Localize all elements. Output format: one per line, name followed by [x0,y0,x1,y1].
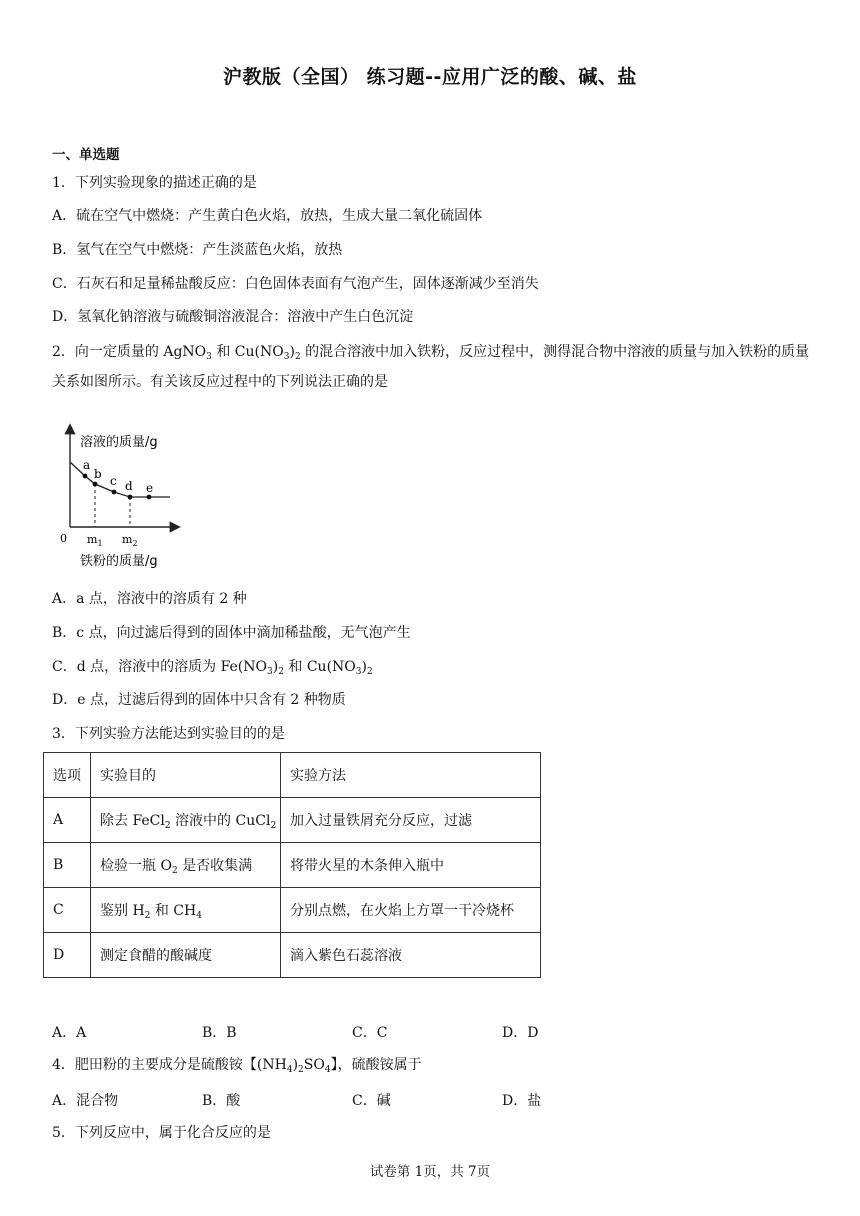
table-row [44,888,541,933]
q3-stem: 3．下列实验方法能达到实验目的的是 [52,726,285,742]
q1-option-b: B．氢气在空气中燃烧：产生淡蓝色火焰，放热 [52,242,343,258]
header-option: 选项 [44,753,91,798]
table-row [44,933,541,978]
row-option: C [44,888,91,933]
label-d: d [125,479,133,493]
q2-mass-chart [52,422,212,572]
q2-stem: 2．向一定质量的 AgNO$_3$ 和 $Cu(NO_3)_2$ 的混合溶液中加入铁粉，反应过程中，测得混合物中溶液的质量与加入铁粉的质量关系如图所示。有关该反应过程中的下列说法正确的是 [52,344,810,390]
x-axis-label: 铁粉的质量/g [80,554,158,569]
section-heading: 一、单选题 [52,147,120,163]
label-b: b [94,467,102,481]
page-title: 沪教版（全国） 练习题--应用广泛的酸、碱、盐 [223,66,637,88]
q1-option-d: D．氢氧化钠溶液与硫酸铜溶液混合：溶液中产生白色沉淀 [52,309,414,325]
m1-label: $m_1$ [87,533,103,548]
header-goal: 实验目的 [91,753,281,798]
q2-option-b: B．c 点，向过滤后得到的固体中滴加稀盐酸，无气泡产生 [52,625,411,641]
row-goal: 检验一瓶 $O_2$ 是否收集满 [91,843,281,888]
y-axis-label: 溶液的质量/g [80,435,158,450]
row-method: 将带火星的木条伸入瓶中 [281,843,541,888]
row-method: 加入过量铁屑充分反应，过滤 [281,798,541,843]
q4-stem: 4．肥田粉的主要成分是硫酸铵【$(NH_4)_2SO_4$】，硫酸铵属于 [52,1057,422,1075]
row-method: 滴入紫色石蕊溶液 [281,933,541,978]
row-goal: 测定食醋的酸碱度 [91,933,281,978]
q3-answer-c: C．C [352,1025,388,1041]
row-goal: 鉴别 $H_2$ 和 $CH_4$ [91,888,281,933]
q1-option-a: A．硫在空气中燃烧：产生黄白色火焰，放热，生成大量二氧化硫固体 [52,208,483,224]
q4-answer-d: D．盐 [502,1093,542,1109]
row-option: A [44,798,91,843]
q1-stem: 1．下列实验现象的描述正确的是 [52,175,257,191]
header-method: 实验方法 [281,753,541,798]
table-row [44,843,541,888]
q2-option-d: D．e 点，过滤后得到的固体中只含有 2 种物质 [52,692,346,708]
row-goal: 除去 FeCl$_2$ 溶液中的 CuCl$_2$ [91,798,281,843]
m2-label: $m_2$ [122,533,138,548]
q2-option-c: C．d 点，溶液中的溶质为 $Fe(NO_3)_2$ 和 $Cu(NO_3)_2$ [52,659,373,677]
point-c [112,490,117,495]
q1-option-c: C．石灰石和足量稀盐酸反应：白色固体表面有气泡产生，固体逐渐减少至消失 [52,276,539,292]
q5-stem: 5．下列反应中，属于化合反应的是 [52,1125,271,1141]
point-e [147,495,152,500]
table-header-row [44,753,541,798]
table-row [44,798,541,843]
q2-option-a: A．a 点，溶液中的溶质有 2 种 [52,591,247,607]
q3-answer-b: B．B [202,1025,237,1041]
q3-options-table [43,752,541,978]
q3-answer-d: D．D [502,1025,539,1041]
point-d [128,495,133,500]
q4-answer-a: A．混合物 [52,1093,119,1109]
origin-label: 0 [60,532,67,545]
q4-answer-b: B．酸 [202,1093,241,1109]
point-b [93,482,98,487]
label-a: a [83,458,91,472]
page-footer: 试卷第 1页，共 7页 [369,1164,491,1180]
q3-answer-a: A．A [52,1025,87,1041]
row-method: 分别点燃，在火焰上方罩一干冷烧杯 [281,888,541,933]
row-option: B [44,843,91,888]
row-option: D [44,933,91,978]
q4-answer-c: C．碱 [352,1093,391,1109]
label-c: c [110,474,117,488]
label-e: e [146,481,154,495]
point-a [83,474,88,479]
